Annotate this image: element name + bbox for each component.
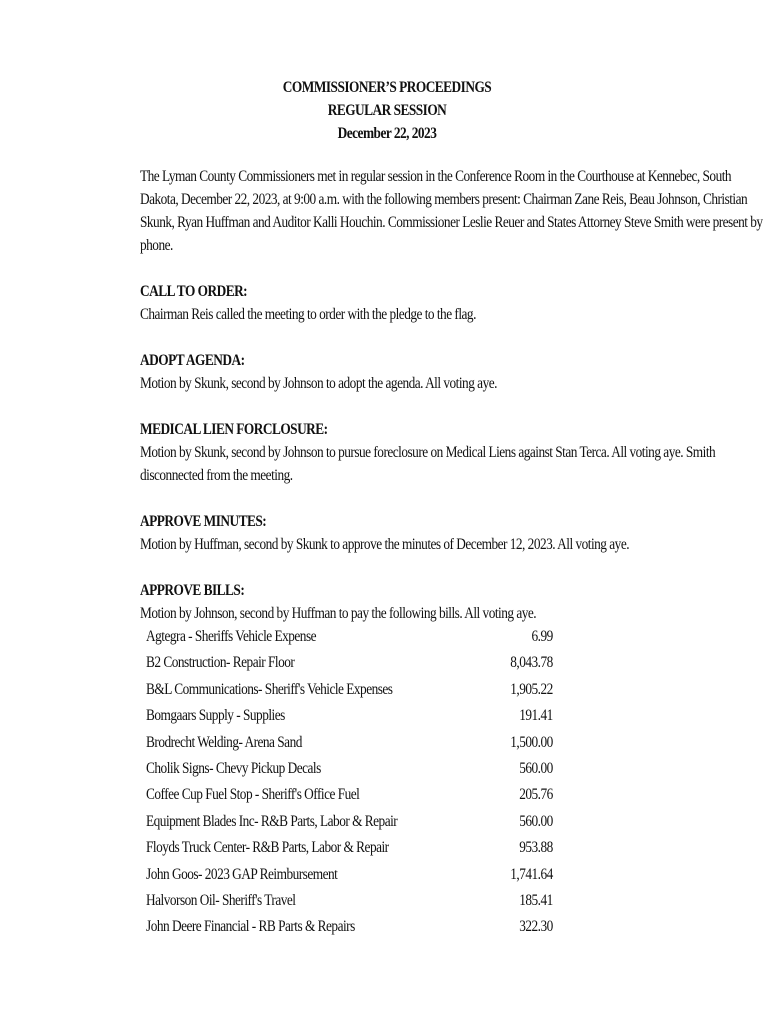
bill-amount: 8,043.78	[510, 654, 553, 672]
bill-row	[140, 836, 764, 862]
bill-row	[140, 704, 764, 730]
bill-description: Equipment Blades Inc- R&B Parts, Labor & Repair	[146, 812, 398, 830]
section-adopt-agenda	[140, 349, 764, 395]
section-title: APPROVE MINUTES:	[140, 513, 267, 530]
header-session: REGULAR SESSION	[327, 102, 447, 119]
section-text: Motion by Skunk, second by Johnson to pursue foreclosure on Medical Liens against Stan Terca. All voting aye. Smith disconnected from the meeting.	[140, 444, 716, 484]
bill-description: Agtegra - Sheriffs Vehicle Expense	[146, 628, 317, 645]
bill-description: Floyds Truck Center- R&B Parts, Labor & Repair	[146, 839, 389, 857]
section-text: Chairman Reis called the meeting to order with the pledge to the flag.	[140, 306, 476, 323]
section-title: MEDICAL LIEN FORCLOSURE:	[140, 421, 328, 438]
bill-row	[140, 651, 764, 677]
section-title: ADOPT AGENDA:	[140, 352, 245, 369]
bill-description: Halvorson Oil- Sheriff's Travel	[146, 891, 296, 909]
bill-description: B2 Construction- Repair Floor	[146, 654, 295, 672]
section-title: CALL TO ORDER:	[140, 283, 248, 300]
document-header	[0, 76, 770, 145]
bill-amount: 1,905.22	[510, 680, 553, 698]
bill-amount: 1,500.00	[510, 733, 553, 751]
section-text: Motion by Skunk, second by Johnson to adopt the agenda. All voting aye.	[140, 375, 497, 392]
header-title: COMMISSIONER’S PROCEEDINGS	[282, 79, 492, 96]
bill-row	[140, 863, 764, 889]
bill-row	[140, 731, 764, 757]
bills-list	[140, 625, 764, 942]
intro-paragraph: The Lyman County Commissioners met in regular session in the Conference Room in the Courthouse at Kennebec, South Dakota, December 22, 2023, at 9:00 a.m. with the following members present: Chairman Zane Reis, Beau Johnson, Christian Skunk, Ryan Huffman and Auditor Kalli Houchin. Commissioner Leslie Reuer and States Attorney Steve Smith were present by phone.	[140, 168, 763, 254]
bill-description: Brodrecht Welding- Arena Sand	[146, 733, 302, 751]
bill-amount: 953.88	[519, 839, 553, 857]
bill-description: Cholik Signs- Chevy Pickup Decals	[146, 759, 321, 777]
bill-amount: 322.30	[519, 918, 553, 936]
bill-description: John Goos- 2023 GAP Reimbursement	[146, 865, 338, 883]
bill-amount: 560.00	[519, 812, 553, 830]
bill-amount: 185.41	[519, 891, 553, 909]
section-approve-minutes	[140, 510, 764, 556]
bill-amount: 191.41	[519, 707, 553, 725]
section-medical-lien	[140, 418, 764, 487]
bill-amount: 560.00	[519, 759, 553, 777]
section-approve-bills	[140, 579, 764, 625]
bill-row	[140, 783, 764, 809]
bill-description: Coffee Cup Fuel Stop - Sheriff's Office Fuel	[146, 786, 360, 804]
bill-row	[140, 757, 764, 783]
section-title: APPROVE BILLS:	[140, 582, 245, 599]
document-body	[140, 165, 764, 942]
bill-row	[140, 678, 764, 704]
section-call-to-order	[140, 280, 764, 326]
bill-row	[140, 810, 764, 836]
header-date: December 22, 2023	[337, 125, 437, 142]
bill-row	[140, 915, 764, 941]
section-text: Motion by Johnson, second by Huffman to pay the following bills. All voting aye.	[140, 605, 537, 622]
bill-description: John Deere Financial - RB Parts & Repairs	[146, 918, 355, 936]
bill-description: Bomgaars Supply - Supplies	[146, 707, 285, 725]
bill-amount: 6.99	[531, 628, 553, 645]
bill-row	[140, 625, 764, 651]
bill-amount: 205.76	[519, 786, 553, 804]
bill-row	[140, 889, 764, 915]
section-text: Motion by Huffman, second by Skunk to approve the minutes of December 12, 2023. All voting aye.	[140, 536, 630, 553]
bill-amount: 1,741.64	[510, 865, 553, 883]
bill-description: B&L Communications- Sheriff's Vehicle Expenses	[146, 680, 393, 698]
